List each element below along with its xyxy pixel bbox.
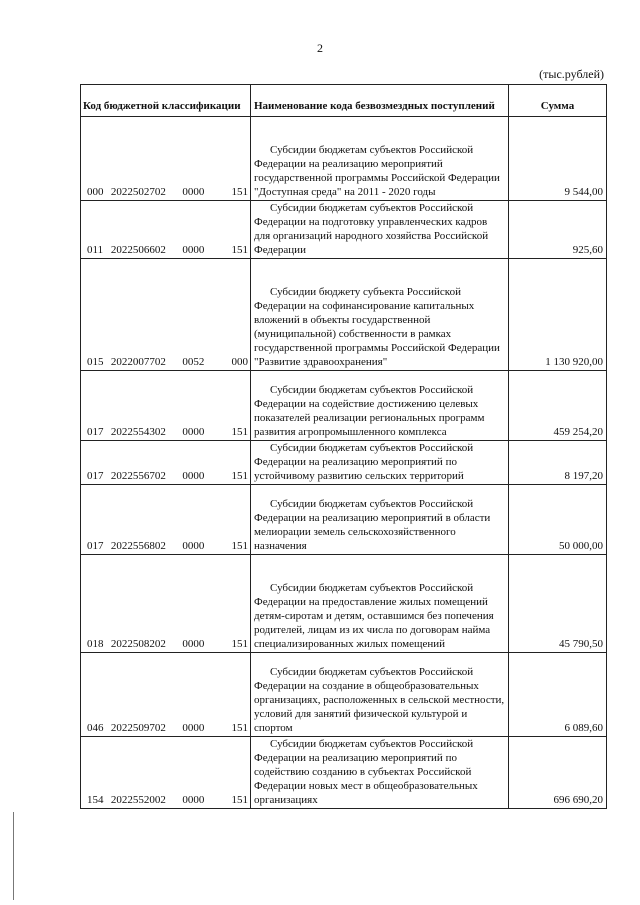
code-cell	[81, 737, 251, 809]
table-row	[81, 117, 607, 201]
sum-cell: 696 690,20	[509, 737, 607, 809]
code-cell	[81, 201, 251, 259]
code-economic: 151	[231, 722, 249, 734]
code-program: 0000	[182, 794, 205, 806]
code-main: 2022506602	[110, 244, 166, 256]
name-cell: Субсидии бюджетам субъектов Российской Федерации на создание в общеобразовательных организациях, расположенных в сельской местности, условий для занятий физической культурой и спортом	[251, 653, 509, 737]
sum-cell: 459 254,20	[509, 371, 607, 441]
code-cell	[81, 117, 251, 201]
name-cell: Субсидии бюджетам субъектов Российской Федерации на реализацию мероприятий по содействию созданию в субъектах Российской Федерации новых мест в общеобразовательных организациях	[251, 737, 509, 809]
name-cell: Субсидии бюджетам субъектов Российской Федерации на реализацию мероприятий по устойчивому развитию сельских территорий	[251, 441, 509, 485]
name-cell: Субсидии бюджетам субъектов Российской Федерации на реализацию мероприятий в области мелиорации земель сельскохозяйственного назначения	[251, 485, 509, 555]
name-cell: Субсидии бюджету субъекта Российской Федерации на софинансирование капитальных вложений в объекты государственной (муниципальной) собственности в рамках государственной программы Российской Федерации "Развитие здравоохранения"	[251, 259, 509, 371]
code-economic: 151	[231, 244, 249, 256]
code-main: 2022007702	[110, 356, 166, 368]
sum-cell: 925,60	[509, 201, 607, 259]
header-name: Наименование кода безвозмездных поступлений	[251, 85, 509, 117]
code-main: 2022509702	[110, 722, 166, 734]
code-cell	[81, 485, 251, 555]
table-row	[81, 201, 607, 259]
code-economic: 000	[231, 356, 249, 368]
table-row	[81, 555, 607, 653]
table-row	[81, 441, 607, 485]
code-admin: 017	[87, 470, 104, 482]
code-admin: 046	[87, 722, 104, 734]
code-economic: 151	[231, 470, 249, 482]
table-row	[81, 737, 607, 809]
code-program: 0000	[182, 470, 205, 482]
code-program: 0000	[182, 722, 205, 734]
code-admin: 011	[87, 244, 104, 256]
code-cell	[81, 259, 251, 371]
sum-cell: 1 130 920,00	[509, 259, 607, 371]
code-main: 2022554302	[110, 426, 166, 438]
header-sum: Сумма	[509, 85, 607, 117]
code-admin: 018	[87, 638, 104, 650]
code-economic: 151	[231, 794, 249, 806]
code-program: 0000	[182, 244, 205, 256]
units-label: (тыс.рублей)	[539, 67, 604, 81]
code-cell	[81, 653, 251, 737]
subsidies-table	[80, 84, 607, 809]
code-main: 2022552002	[110, 794, 166, 806]
sum-cell: 45 790,50	[509, 555, 607, 653]
code-economic: 151	[231, 426, 249, 438]
name-cell: Субсидии бюджетам субъектов Российской Федерации на подготовку управленческих кадров для организаций народного хозяйства Российской Федерации	[251, 201, 509, 259]
table-header-row	[81, 85, 607, 117]
code-main: 2022556802	[110, 540, 166, 552]
table-row	[81, 485, 607, 555]
code-program: 0000	[182, 186, 205, 198]
name-cell: Субсидии бюджетам субъектов Российской Федерации на содействие достижению целевых показателей реализации региональных программ развития агропромышленного комплекса	[251, 371, 509, 441]
code-admin: 154	[87, 794, 104, 806]
code-economic: 151	[231, 638, 249, 650]
name-cell: Субсидии бюджетам субъектов Российской Федерации на реализацию мероприятий государственной программы Российской Федерации "Доступная среда" на 2011 - 2020 годы	[251, 117, 509, 201]
code-economic: 151	[231, 540, 249, 552]
code-main: 2022556702	[110, 470, 166, 482]
code-program: 0000	[182, 426, 205, 438]
margin-mark	[13, 812, 14, 900]
table-row	[81, 371, 607, 441]
code-economic: 151	[231, 186, 249, 198]
header-code: Код бюджетной классификации	[81, 85, 251, 117]
code-cell	[81, 441, 251, 485]
sum-cell: 9 544,00	[509, 117, 607, 201]
sum-cell: 6 089,60	[509, 653, 607, 737]
code-main: 2022508202	[110, 638, 166, 650]
code-admin: 017	[87, 540, 104, 552]
code-admin: 000	[87, 186, 104, 198]
code-cell	[81, 371, 251, 441]
code-program: 0000	[182, 638, 205, 650]
code-cell	[81, 555, 251, 653]
table-body	[81, 117, 607, 809]
sum-cell: 8 197,20	[509, 441, 607, 485]
code-admin: 015	[87, 356, 104, 368]
table-row	[81, 653, 607, 737]
code-program: 0000	[182, 540, 205, 552]
name-cell: Субсидии бюджетам субъектов Российской Федерации на предоставление жилых помещений детям-сиротам и детям, оставшимся без попечения родителей, лицам из их числа по договорам найма специализированных жилых помещений	[251, 555, 509, 653]
sum-cell: 50 000,00	[509, 485, 607, 555]
page-number: 2	[317, 41, 323, 55]
code-program: 0052	[182, 356, 205, 368]
code-main: 2022502702	[110, 186, 166, 198]
table-row	[81, 259, 607, 371]
code-admin: 017	[87, 426, 104, 438]
